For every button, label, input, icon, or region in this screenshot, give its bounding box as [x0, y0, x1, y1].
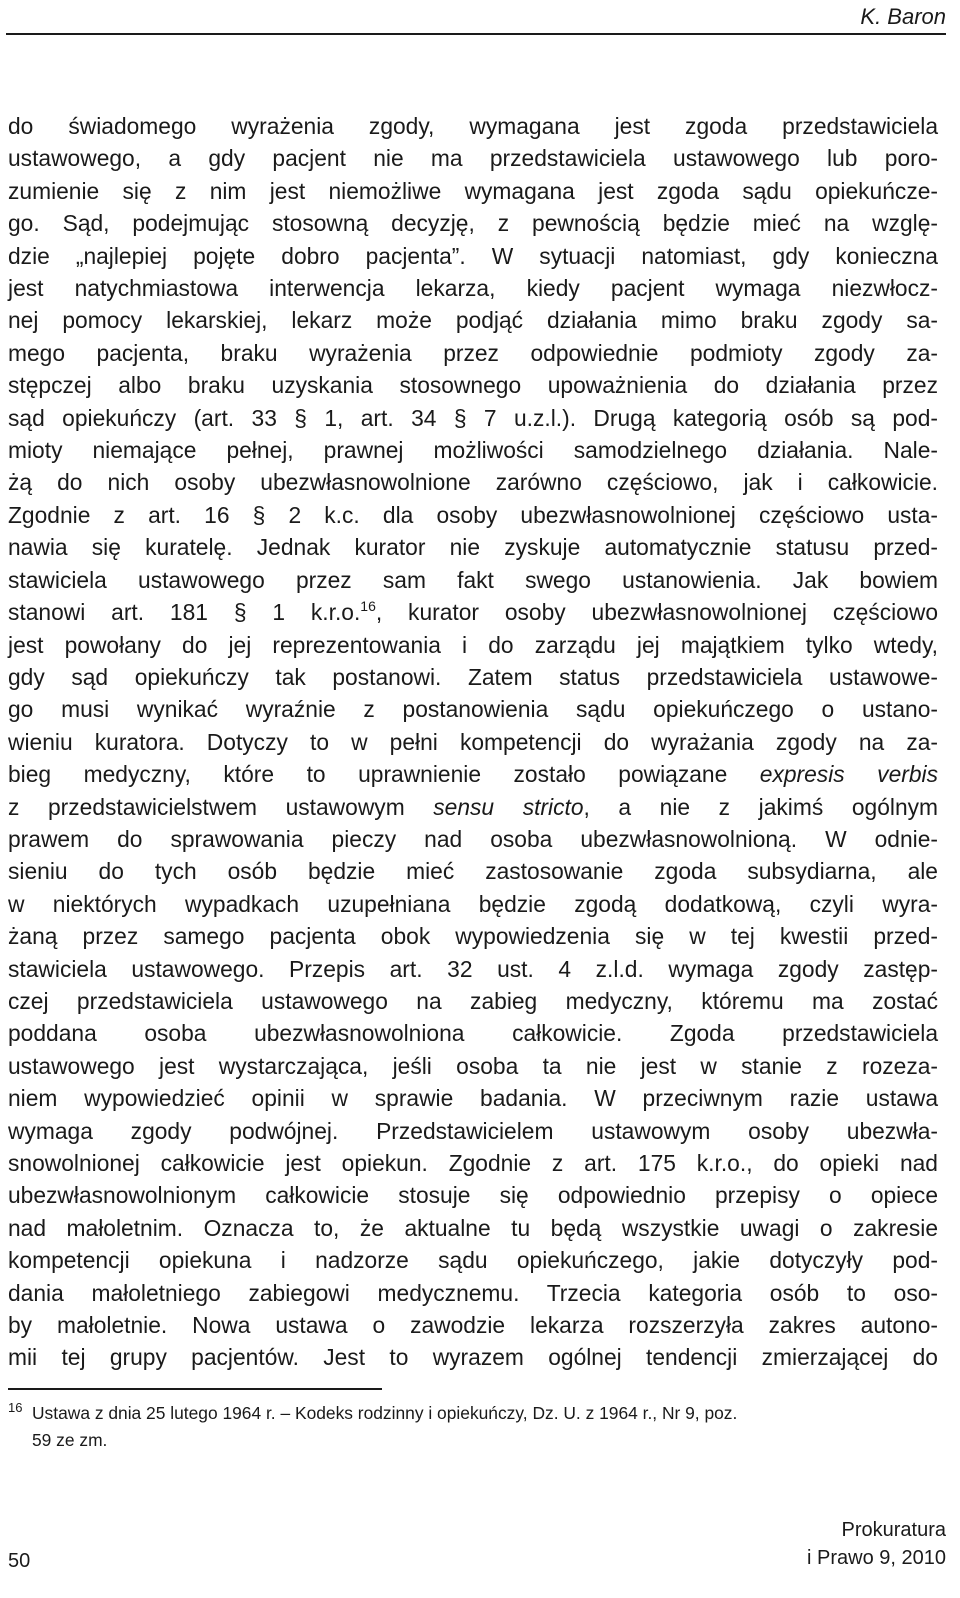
publication-issue: i Prawo 9, 2010 [807, 1547, 946, 1569]
body-line: stępczej albo braku uzyskania stosownego upoważnienia do działania przez [8, 372, 938, 399]
body-line: Zgodnie z art. 16 § 2 k.c. dla osoby ubezwłasnowolnionej częściowo usta- [8, 501, 938, 528]
body-line: go musi wynikać wyraźnie z postanowienia sądu opiekuńczego o ustano- [8, 696, 938, 723]
publication-name: Prokuratura [841, 1519, 946, 1541]
body-text-fragment: , kurator osoby ubezwłasnowolnionej częściowo [375, 599, 938, 626]
body-text-fragment: z przedstawicielstwem ustawowym [8, 793, 405, 820]
footnote-reference: 16 [360, 598, 376, 615]
body-line: zumienie się z nim jest niemożliwe wymagana jest zgoda sądu opiekuńcze- [8, 177, 938, 204]
body-line-with-footnote-ref [8, 596, 938, 628]
body-line: mego pacjenta, braku wyrażenia przez odpowiednie podmioty zgody za- [8, 339, 938, 366]
body-line: jest powołany do jej reprezentowania i do zarządu jej majątkiem tylko wtedy, [8, 631, 938, 658]
body-line: w niektórych wypadkach uzupełniana będzie zgodą dodatkową, czyli wyra- [8, 890, 938, 917]
body-text-fragment: , a nie z jakimś ogólnym [583, 793, 939, 820]
body-line: prawem do sprawowania pieczy nad osoba ubezwłasnowolnioną. W odnie- [8, 825, 938, 852]
body-line: czej przedstawiciela ustawowego na zabieg medyczny, któremu ma zostać [8, 987, 938, 1014]
page-number: 50 [8, 1550, 31, 1572]
body-line: wieniu kuratora. Dotyczy to w pełni kompetencji do wyrażania zgody na za- [8, 728, 938, 755]
body-line: niem wypowiedzieć opinii w sprawie badania. W przeciwnym razie ustawa [8, 1085, 938, 1112]
body-line: sieniu do tych osób będzie mieć zastosowanie zgoda subsydiarna, ale [8, 858, 938, 885]
body-line: jest natychmiastowa interwencja lekarza, kiedy pacjent wymaga niezwłocz- [8, 275, 938, 302]
body-line: ustawowego, a gdy pacjent nie ma przedstawiciela ustawowego lub poro- [8, 145, 938, 172]
body-line: stawiciela ustawowego. Przepis art. 32 ust. 4 z.l.d. wymaga zgody zastęp- [8, 955, 938, 982]
body-line: dzie „najlepiej pojęte dobro pacjenta”. W sytuacji natomiast, gdy konieczna [8, 242, 938, 269]
footer-publication [807, 1516, 946, 1572]
body-text-fragment: stanowi art. 181 § 1 k.r.o. [8, 599, 361, 626]
body-line: wymaga zgody podwójnej. Przedstawicielem ustawowym osoby ubezwła- [8, 1117, 938, 1144]
body-line: kompetencji opiekuna i nadzorze sądu opiekuńczego, jakie dotyczyły pod- [8, 1247, 938, 1274]
footnote-number: 16 [8, 1400, 23, 1415]
body-line: mii tej grupy pacjentów. Jest to wyrazem ogólnej tendencji zmierzającej do [8, 1344, 938, 1371]
italic-term: expresis verbis [759, 761, 938, 788]
body-line: stawiciela ustawowego przez sam fakt swego ustanowienia. Jak bowiem [8, 566, 938, 593]
body-line: żaną przez samego pacjenta obok wypowiedzenia się w tej kwestii przed- [8, 923, 938, 950]
body-line: nej pomocy lekarskiej, lekarz może podjąć działania mimo braku zgody sa- [8, 307, 938, 334]
footnote-separator [8, 1388, 382, 1390]
footnote-text-line: 59 ze zm. [32, 1430, 108, 1450]
body-line: poddana osoba ubezwłasnowolniona całkowicie. Zgoda przedstawiciela [8, 1020, 938, 1047]
footnote-text-line: Ustawa z dnia 25 lutego 1964 r. – Kodeks rodzinny i opiekuńczy, Dz. U. z 1964 r., Nr 9, poz. [32, 1403, 738, 1423]
body-line: do świadomego wyrażenia zgody, wymagana jest zgoda przedstawiciela [8, 113, 938, 139]
body-line: nad małoletnim. Oznacza to, że aktualne tu będą wszystkie uwagi o zakresie [8, 1214, 938, 1241]
body-text-fragment: bieg medyczny, które to uprawnienie zostało powiązane [8, 761, 728, 788]
body-line: ubezwłasnowolnionym całkowicie stosuje się odpowiednio przepisy o opiece [8, 1182, 938, 1209]
running-header-author: K. Baron [860, 4, 946, 29]
body-line: mioty niemające pełnej, prawnej możliwości samodzielnego działania. Nale- [8, 437, 938, 464]
footnote [8, 1400, 938, 1454]
body-line: go. Sąd, podejmując stosowną decyzję, z pewnością będzie mieć na wzglę- [8, 210, 938, 237]
body-line: dania małoletniego zabiegowi medycznemu. Trzecia kategoria osób to oso- [8, 1279, 938, 1306]
body-line: ustawowego jest wystarczająca, jeśli osoba ta nie jest w stanie z rozeza- [8, 1052, 938, 1079]
body-line-with-italic [8, 758, 938, 790]
header-rule [6, 33, 946, 35]
body-line: snowolnionej całkowicie jest opiekun. Zgodnie z art. 175 k.r.o., do opieki nad [8, 1150, 938, 1176]
body-line-with-italic [8, 791, 938, 823]
body-line: sąd opiekuńczy (art. 33 § 1, art. 34 § 7 u.z.l.). Drugą kategorią osób są pod- [8, 404, 938, 431]
body-line: by małoletnie. Nowa ustawa o zawodzie lekarza rozszerzyła zakres autono- [8, 1312, 938, 1339]
body-line: nawia się kuratelę. Jednak kurator nie zyskuje automatycznie statusu przed- [8, 534, 938, 561]
italic-term: sensu stricto [433, 793, 584, 820]
main-body-text [8, 110, 938, 1374]
body-line: gdy sąd opiekuńczy tak postanowi. Zatem status przedstawiciela ustawowe- [8, 663, 938, 690]
body-line: żą do nich osoby ubezwłasnowolnione zarówno częściowo, jak i całkowicie. [8, 469, 938, 496]
